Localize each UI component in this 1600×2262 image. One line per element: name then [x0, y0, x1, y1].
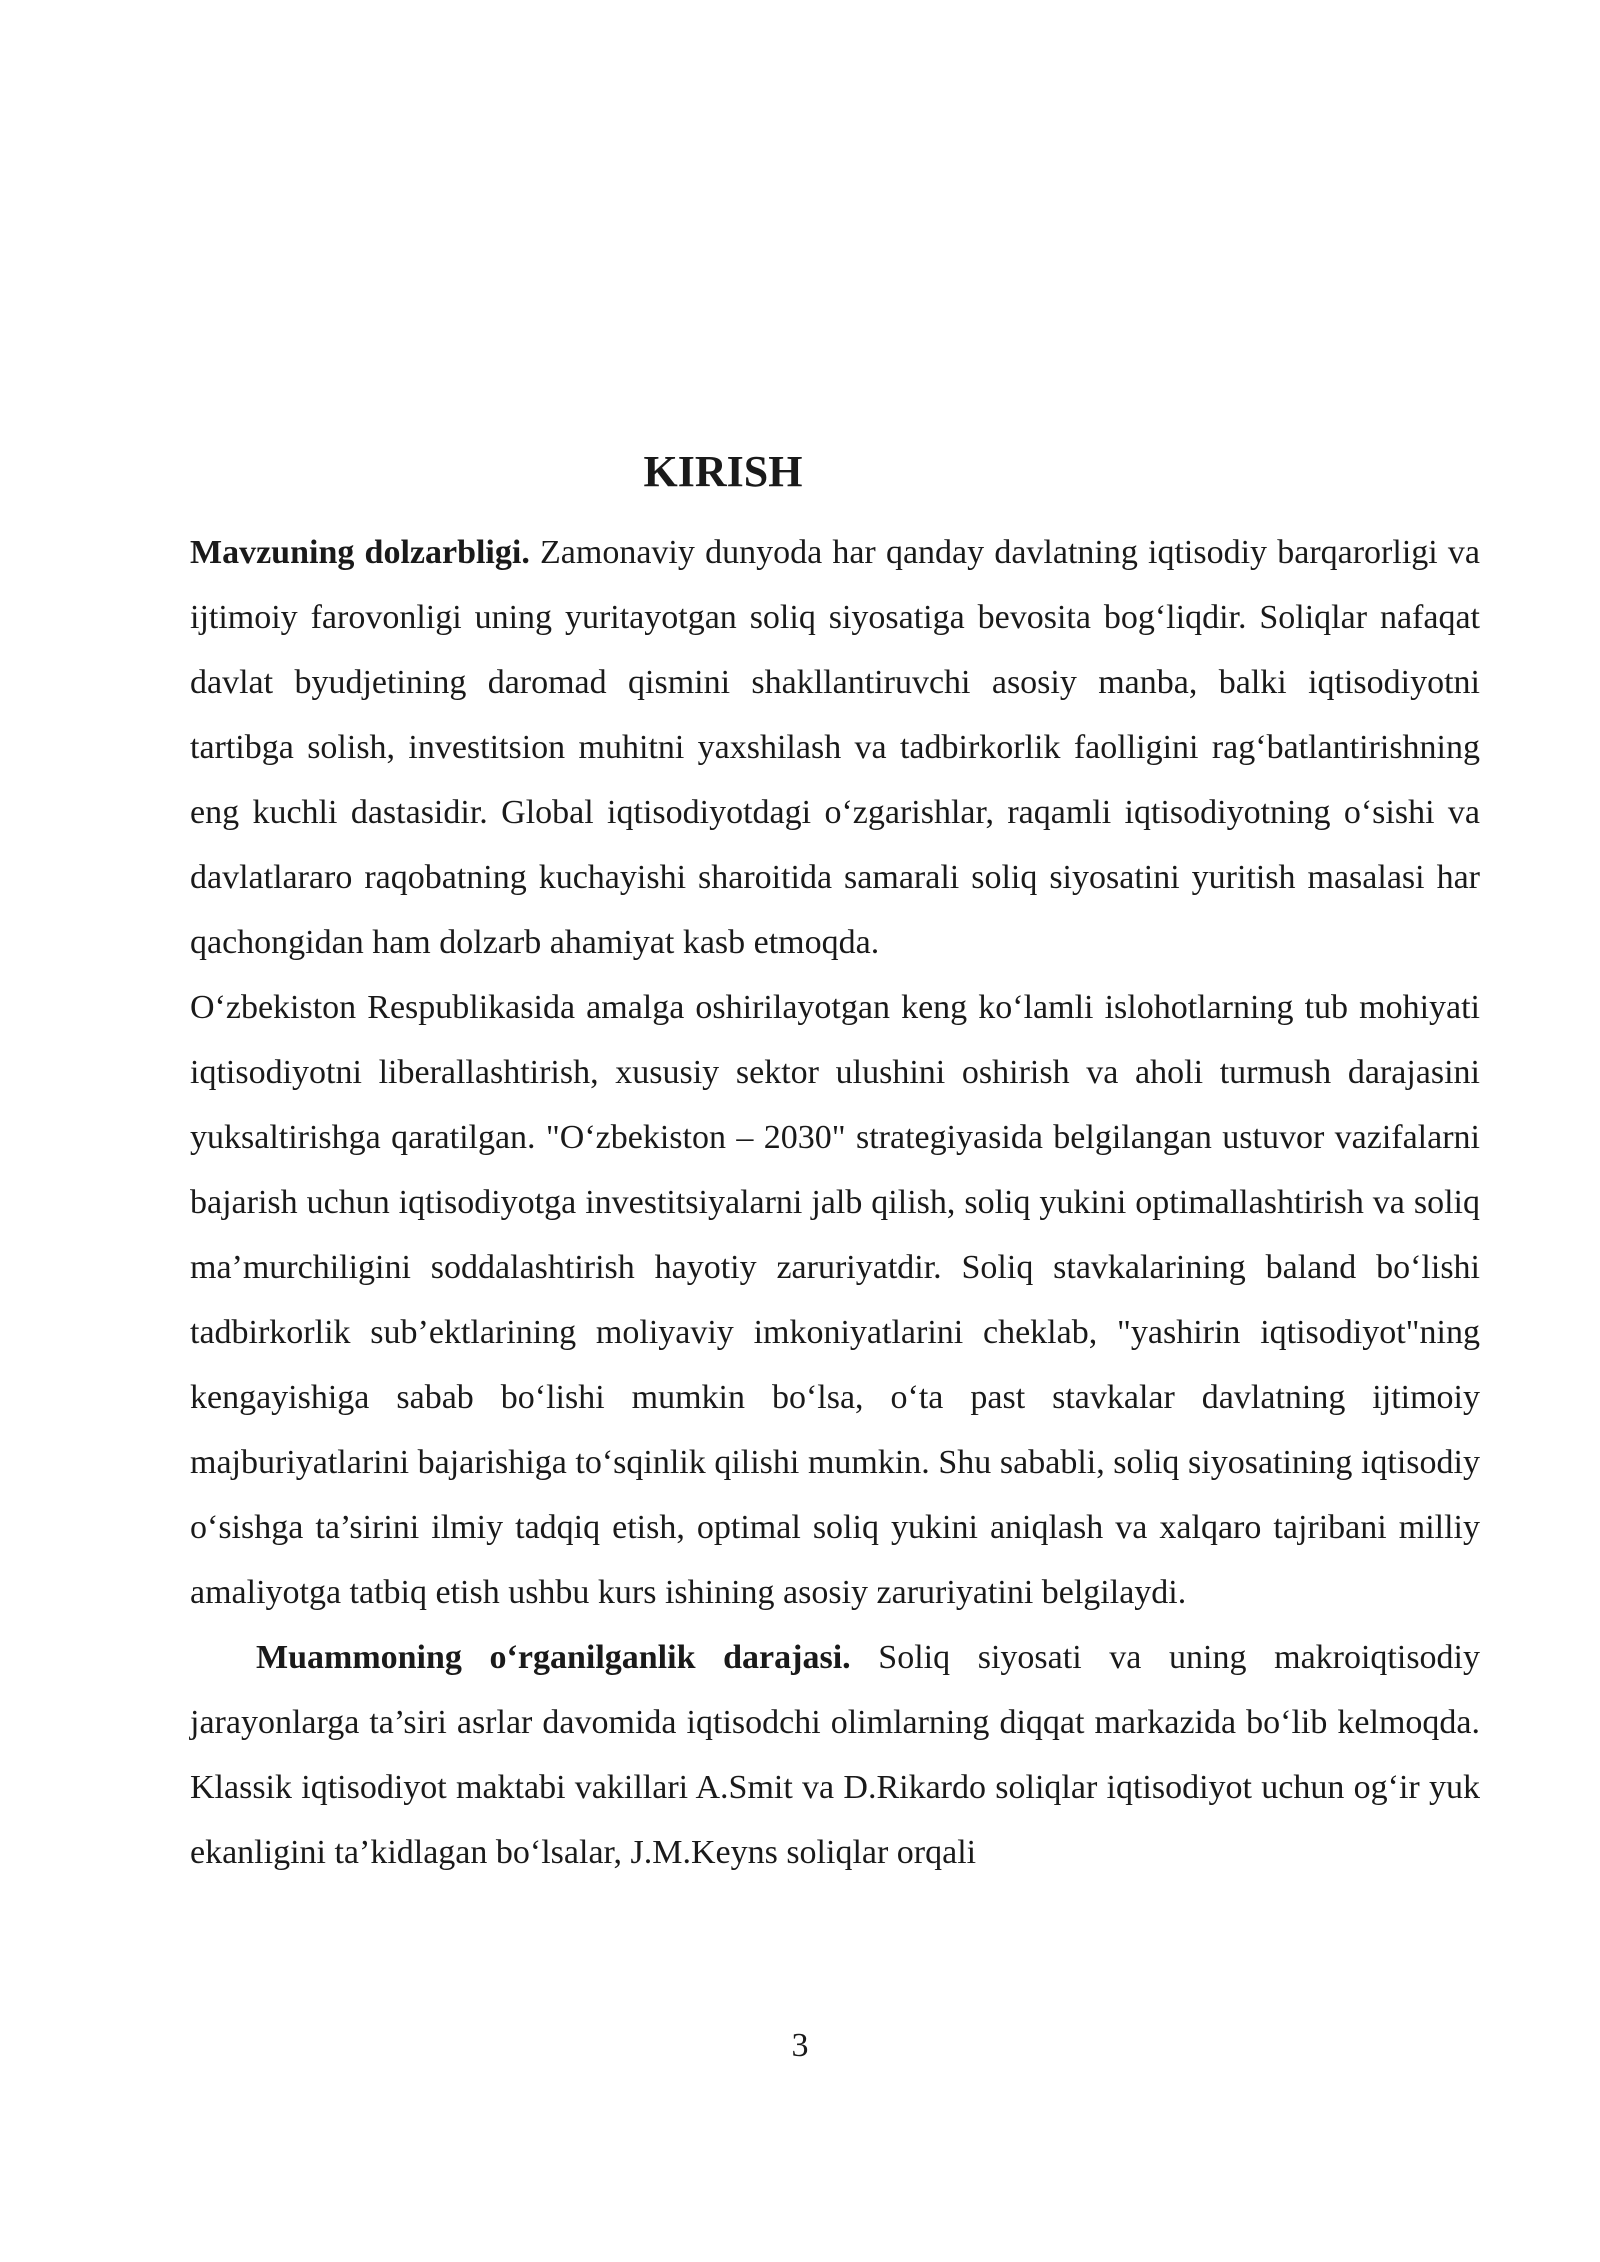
paragraph-text: Soliq siyosati va uning makroiqtisodiy jarayonlarga ta’siri asrlar davomida iqtisodchi olimlarning diqqat markazida bo‘lib kelmoqda. Klassik iqtisodiyot maktabi vakillari A.Smit va D.Rikardo soliqlar iqtisodiyot uchun og‘ir yuk ekanligini ta’kidlagan bo‘lsalar, J.M.Keyns soliqlar orqali — [190, 1639, 1480, 1871]
page-number: 3 — [791, 2027, 809, 2064]
paragraph-relevance — [190, 520, 1480, 975]
document-body — [190, 520, 1480, 1885]
page-title: KIRISH — [643, 447, 803, 496]
paragraph-text: O‘zbekiston Respublikasida amalga oshirilayotgan keng ko‘lamli islohotlarning tub mohiyati iqtisodiyotni liberallashtirish, xususiy sektor ulushini oshirish va aholi turmush darajasini yuksaltirishga qaratilgan. "O‘zbekiston – 2030" strategiyasida belgilangan ustuvor vazifalarni bajarish uchun iqtisodiyotga investitsiyalarni jalb qilish, soliq yukini optimallashtirish va soliq ma’murchiligini soddalashtirish hayotiy zaruriyatdir. Soliq stavkalarining baland bo‘lishi tadbirkorlik sub’ektlarining moliyaviy imkoniyatlarini cheklab, "yashirin iqtisodiyot"ning kengayishiga sabab bo‘lishi mumkin bo‘lsa, o‘ta past stavkalar davlatning ijtimoiy majburiyatlarini bajarishiga to‘sqinlik qilishi mumkin. Shu sababli, soliq siyosatining iqtisodiy o‘sishga ta’sirini ilmiy tadqiq etish, optimal soliq yukini aniqlash va xalqaro tajribani milliy amaliyotga tatbiq etish ushbu kurs ishining asosiy zaruriyatini belgilaydi. — [190, 989, 1480, 1611]
paragraph-study-level — [190, 1625, 1480, 1885]
paragraph-lead: Muammoning o‘rganilganlik darajasi. — [256, 1639, 851, 1676]
paragraph-lead: Mavzuning dolzarbligi. — [190, 534, 530, 571]
paragraph-uzbekistan — [190, 975, 1480, 1625]
paragraph-text: Zamonaviy dunyoda har qanday davlatning iqtisodiy barqarorligi va ijtimoiy farovonligi uning yuritayotgan soliq siyosatiga bevosita bog‘liqdir. Soliqlar nafaqat davlat byudjetining daromad qismini shakllantiruvchi asosiy manba, balki iqtisodiyotni tartibga solish, investitsion muhitni yaxshilash va tadbirkorlik faolligini rag‘batlantirishning eng kuchli dastasidir. Global iqtisodiyotdagi o‘zgarishlar, raqamli iqtisodiyotning o‘sishi va davlatlararo raqobatning kuchayishi sharoitida samarali soliq siyosatini yuritish masalasi har qachongidan ham dolzarb ahamiyat kasb etmoqda. — [190, 534, 1481, 961]
